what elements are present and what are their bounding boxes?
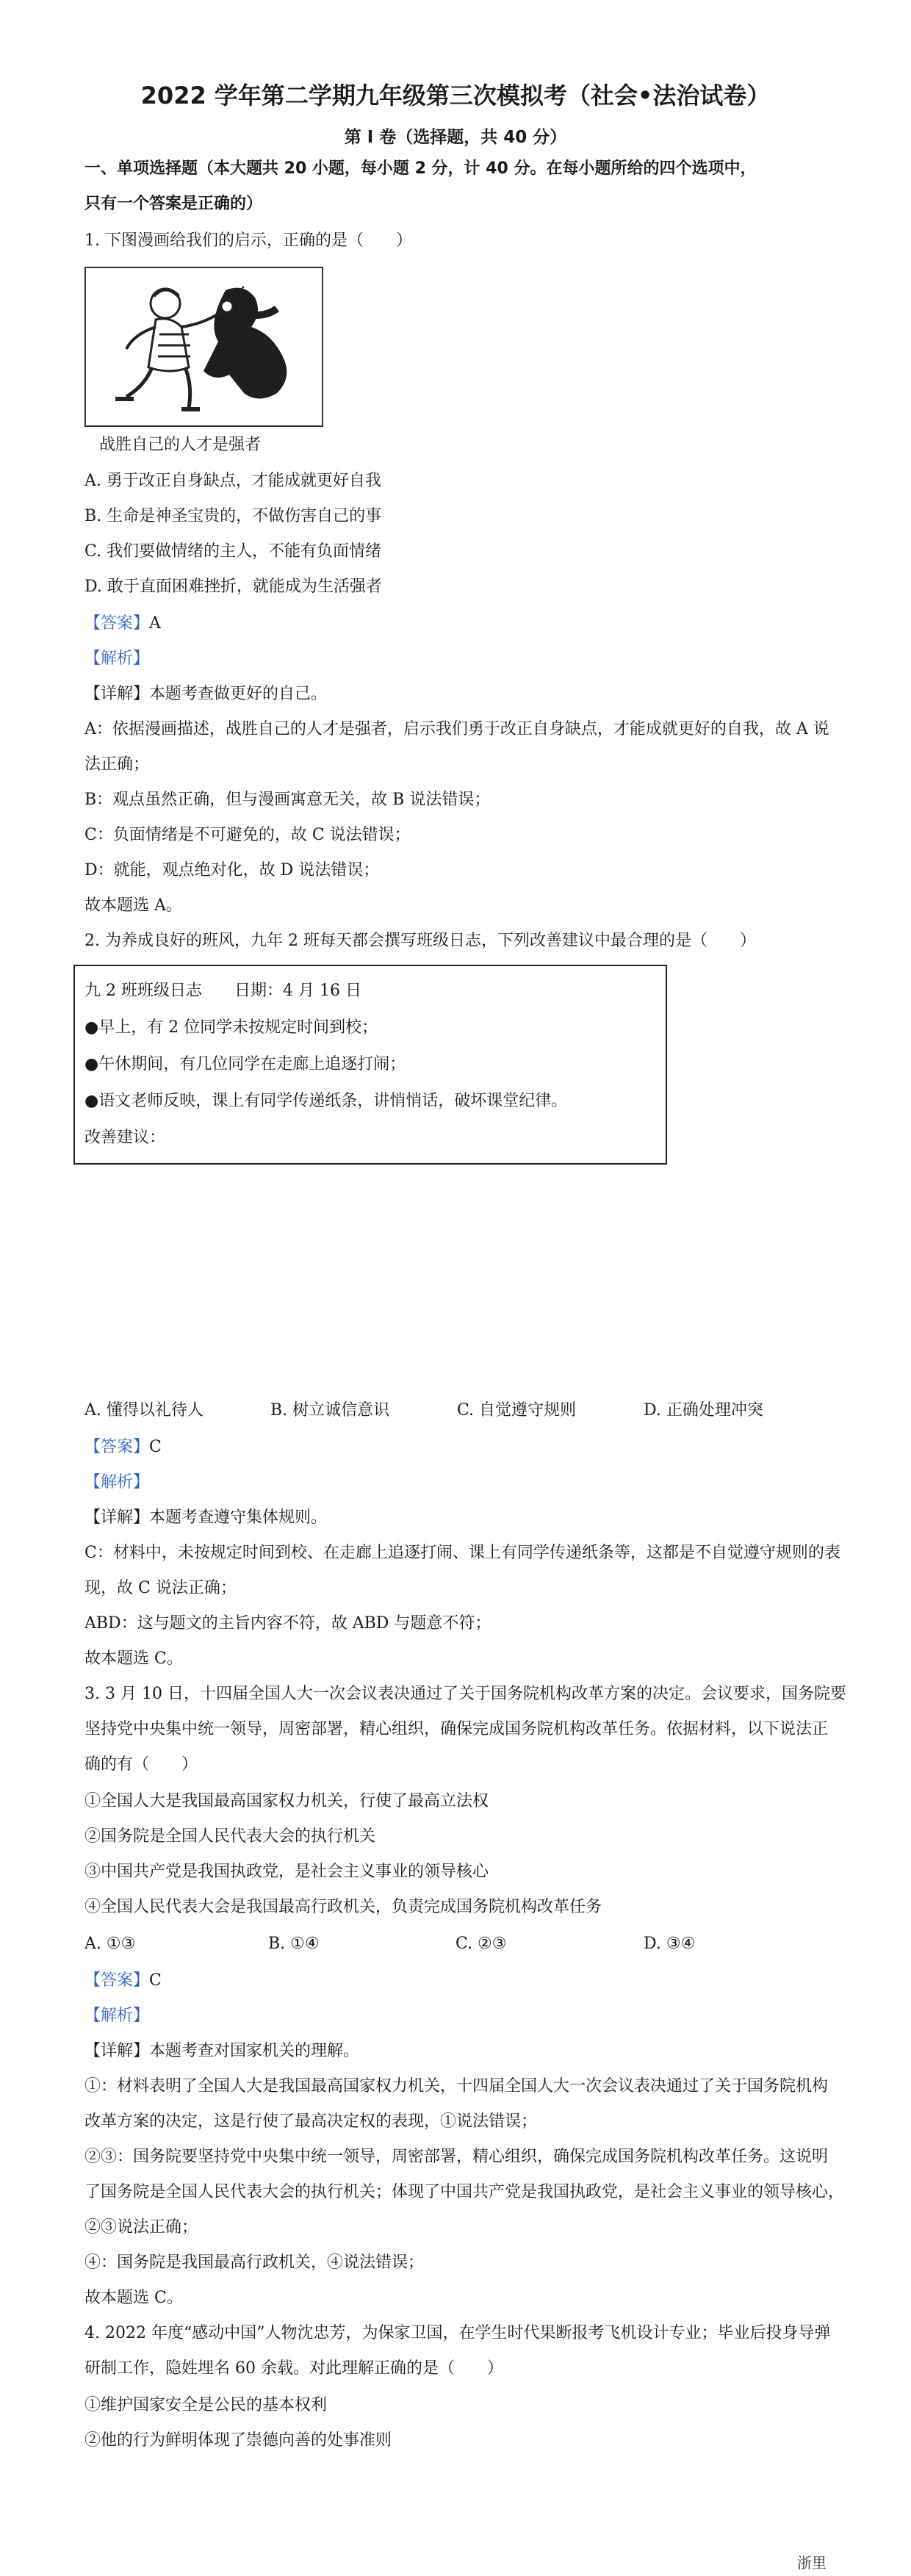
q1-detail-line: 故本题选 A。: [84, 896, 182, 915]
q3-detail-line: 改革方案的决定，这是行使了最高决定权的表现，①说法错误；: [84, 2112, 538, 2131]
q1-detail-line: 法正确；: [84, 755, 150, 774]
q2-detail-line: 故本题选 C。: [84, 1649, 183, 1668]
question-3-stem: 坚持党中央集中统一领导，周密部署，精心组织，确保完成国务院机构改革任务。依据材料，以下说法正: [84, 1720, 829, 1738]
class-log-item: ●午休期间，有几位同学在走廊上追逐打闹；: [84, 1055, 406, 1073]
q3-statement: ②国务院是全国人民代表大会的执行机关: [84, 1827, 376, 1846]
question-1-stem: 1. 下图漫画给我们的启示，正确的是（ ）: [84, 231, 412, 250]
class-log-suggestion: 改善建议：: [84, 1129, 166, 1147]
exam-subtitle: 第 I 卷（选择题，共 40 分）: [344, 128, 567, 147]
section-header-line-1: 一、单项选择题（本大题共 20 小题，每小题 2 分，计 40 分。在每小题所给的四个选项中，: [84, 159, 757, 178]
answer-value: A: [149, 614, 161, 633]
class-log-item: ●早上，有 2 位同学未按规定时间到校；: [84, 1018, 378, 1037]
answer-label: 【答案】: [84, 1438, 150, 1456]
q1-option-c: C. 我们要做情绪的主人，不能有负面情绪: [84, 542, 382, 561]
q4-statement: ①维护国家安全是公民的基本权利: [84, 2396, 328, 2414]
class-log-header: 九 2 班班级日志 日期：4 月 16 日: [84, 982, 361, 1000]
q3-detail-line: 【详解】本题考查对国家机关的理解。: [84, 2042, 360, 2060]
question-4-stem: 4. 2022 年度“感动中国”人物沈忠芳，为保家卫国，在学生时代果断报考飞机设计专业；毕业后投身导弹: [84, 2324, 831, 2342]
q1-detail-line: B：观点虽然正确，但与漫画寓意无关，故 B 说法错误；: [84, 791, 491, 809]
q2-detail-line: C：材料中，未按规定时间到校、在走廊上追逐打闹、课上有同学传递纸条等，这都是不自觉遵守规则的表: [84, 1544, 840, 1562]
q2-option-c: C. 自觉遵守规则: [457, 1401, 577, 1420]
q3-detail-line: ②③说法正确；: [84, 2218, 198, 2237]
cartoon-drawing: [86, 268, 322, 425]
cartoon-caption: 战胜自己的人才是强者: [99, 436, 262, 454]
q3-analysis-label: 【解析】: [84, 2007, 150, 2025]
question-4-stem: 研制工作，隐姓埋名 60 余载。对此理解正确的是（ ）: [84, 2359, 503, 2378]
q1-detail-line: D：就能，观点绝对化，故 D 说法错误；: [84, 861, 380, 879]
q1-detail-line: C：负面情绪是不可避免的，故 C 说法错误；: [84, 826, 411, 844]
q3-answer: [84, 1970, 162, 1992]
q3-option-d: D. ③④: [644, 1935, 696, 1953]
q1-detail-line: A：依据漫画描述，战胜自己的人才是强者，启示我们勇于改正自身缺点，才能成就更好的自我，故 A 说: [84, 720, 829, 738]
q3-statement: ③中国共产党是我国执政党，是社会主义事业的领导核心: [84, 1863, 489, 1881]
answer-value: C: [149, 1971, 162, 1990]
question-3-stem: 3. 3 月 10 日，十四届全国人大一次会议表决通过了关于国务院机构改革方案的决定。会议要求，国务院要: [84, 1685, 846, 1703]
exam-title: 2022 学年第二学期九年级第三次模拟考（社会•法治试卷）: [140, 82, 771, 109]
q2-answer: [84, 1436, 162, 1458]
q3-option-a: A. ①③: [84, 1935, 136, 1953]
q3-detail-line: 了国务院是全国人民代表大会的执行机关；体现了中国共产党是我国执政党，是社会主义事业的领导核心，: [84, 2183, 845, 2201]
q3-detail-line: ②③：国务院要坚持党中央集中统一领导，周密部署，精心组织，确保完成国务院机构改革任务。这说明: [84, 2148, 829, 2166]
q2-option-b: B. 树立诚信意识: [270, 1401, 390, 1420]
answer-value: C: [149, 1438, 162, 1456]
q2-detail-line: 【详解】本题考查遵守集体规则。: [84, 1508, 328, 1527]
q3-detail-line: ④：国务院是我国最高行政机关，④说法错误；: [84, 2253, 425, 2272]
q2-analysis-label: 【解析】: [84, 1473, 150, 1492]
footer-text: 浙里: [797, 2554, 827, 2572]
q2-detail-line: ABD：这与题文的主旨内容不符，故 ABD 与题意不符；: [84, 1614, 491, 1633]
answer-label: 【答案】: [84, 1971, 150, 1990]
q2-detail-line: 现，故 C 说法正确；: [84, 1579, 237, 1597]
q3-option-b: B. ①④: [268, 1935, 320, 1953]
section-header-line-2: 只有一个答案是正确的）: [84, 195, 263, 213]
q3-option-c: C. ②③: [455, 1935, 507, 1953]
q1-analysis-label: 【解析】: [84, 650, 150, 668]
q2-option-d: D. 正确处理冲突: [644, 1401, 763, 1420]
question-2-stem: 2. 为养成良好的班风，九年 2 班每天都会撰写班级日志，下列改善建议中最合理的是（ ）: [84, 932, 756, 950]
q1-option-d: D. 敢于直面困难挫折，就能成为生活强者: [84, 578, 382, 596]
q3-statement: ④全国人民代表大会是我国最高行政机关，负责完成国务院机构改革任务: [84, 1898, 602, 1916]
q3-detail-line: ①：材料表明了全国人大是我国最高国家权力机关，十四届全国人大一次会议表决通过了关于国务院机构: [84, 2077, 829, 2095]
q4-statement: ②他的行为鲜明体现了崇德向善的处事准则: [84, 2431, 392, 2450]
q3-statement: ①全国人大是我国最高国家权力机关，行使了最高立法权: [84, 1792, 489, 1810]
q1-detail-line: 【详解】本题考查做更好的自己。: [84, 685, 328, 703]
q1-option-b: B. 生命是神圣宝贵的，不做伤害自己的事: [84, 507, 382, 525]
question-3-stem: 确的有（ ）: [84, 1755, 198, 1774]
answer-label: 【答案】: [84, 614, 150, 633]
q3-detail-line: 故本题选 C。: [84, 2289, 183, 2307]
q1-answer: [84, 613, 161, 635]
q2-option-a: A. 懂得以礼待人: [84, 1401, 204, 1420]
class-log-item: ●语文老师反映，课上有同学传递纸条，讲悄悄话，破坏课堂纪律。: [84, 1092, 568, 1110]
cartoon-image: [84, 267, 323, 427]
q1-option-a: A. 勇于改正自身缺点，才能成就更好自我: [84, 472, 381, 490]
